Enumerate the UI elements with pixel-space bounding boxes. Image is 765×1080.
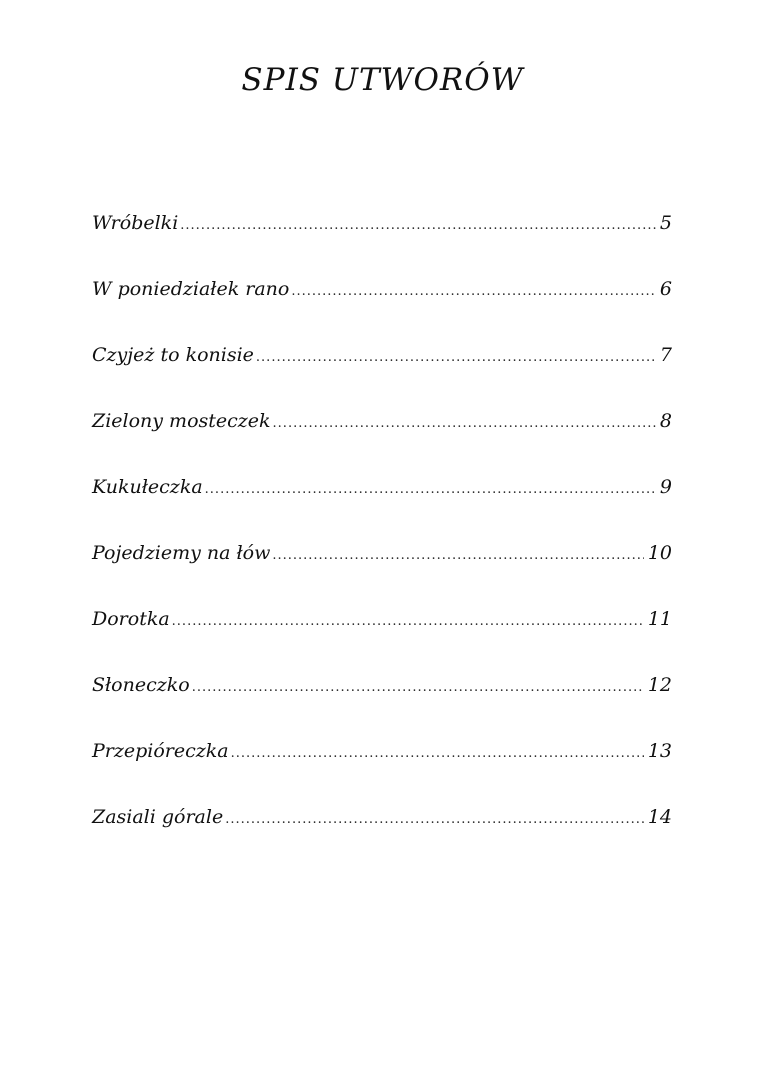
toc-entry-title: Słoneczko [92,674,190,696]
toc-entry [92,535,672,601]
toc-entry [92,205,672,271]
toc-entry-title: W poniedziałek rano [92,278,290,300]
dot-leader [256,340,656,376]
toc-entry [92,403,672,469]
dot-leader [225,802,644,838]
toc-entry-page: 12 [647,674,672,696]
dot-leader [192,670,644,706]
toc-entry [92,271,672,337]
toc-entry-page: 10 [647,542,672,564]
dot-leader [180,208,656,244]
toc-entry-page: 7 [659,344,672,366]
dot-leader [231,736,644,772]
dot-leader [172,604,644,640]
toc-entry-title: Kukułeczka [92,476,203,498]
toc-entry-page: 5 [659,212,672,234]
toc-entry-title: Zasiali górale [92,806,224,828]
toc-entry-title: Przepióreczka [92,740,229,762]
toc-entry-title: Czyjeż to konisie [92,344,254,366]
toc-entry [92,601,672,667]
table-of-contents [92,205,672,865]
toc-entry-page: 13 [647,740,672,762]
dot-leader [205,472,656,508]
toc-entry-page: 9 [659,476,672,498]
toc-entry [92,337,672,403]
dot-leader [272,538,643,574]
toc-entry-title: Pojedziemy na łów [92,542,271,564]
dot-leader [273,406,656,442]
toc-entry [92,469,672,535]
toc-entry-title: Wróbelki [92,212,179,234]
page-title: SPIS UTWORÓW [241,62,524,98]
toc-entry-page: 14 [647,806,672,828]
toc-entry-title: Zielony mosteczek [92,410,271,432]
toc-entry-page: 8 [659,410,672,432]
dot-leader [291,274,656,310]
toc-entry-page: 11 [647,608,672,630]
toc-entry [92,733,672,799]
toc-entry [92,667,672,733]
toc-entry [92,799,672,865]
toc-entry-page: 6 [659,278,672,300]
toc-entry-title: Dorotka [92,608,170,630]
